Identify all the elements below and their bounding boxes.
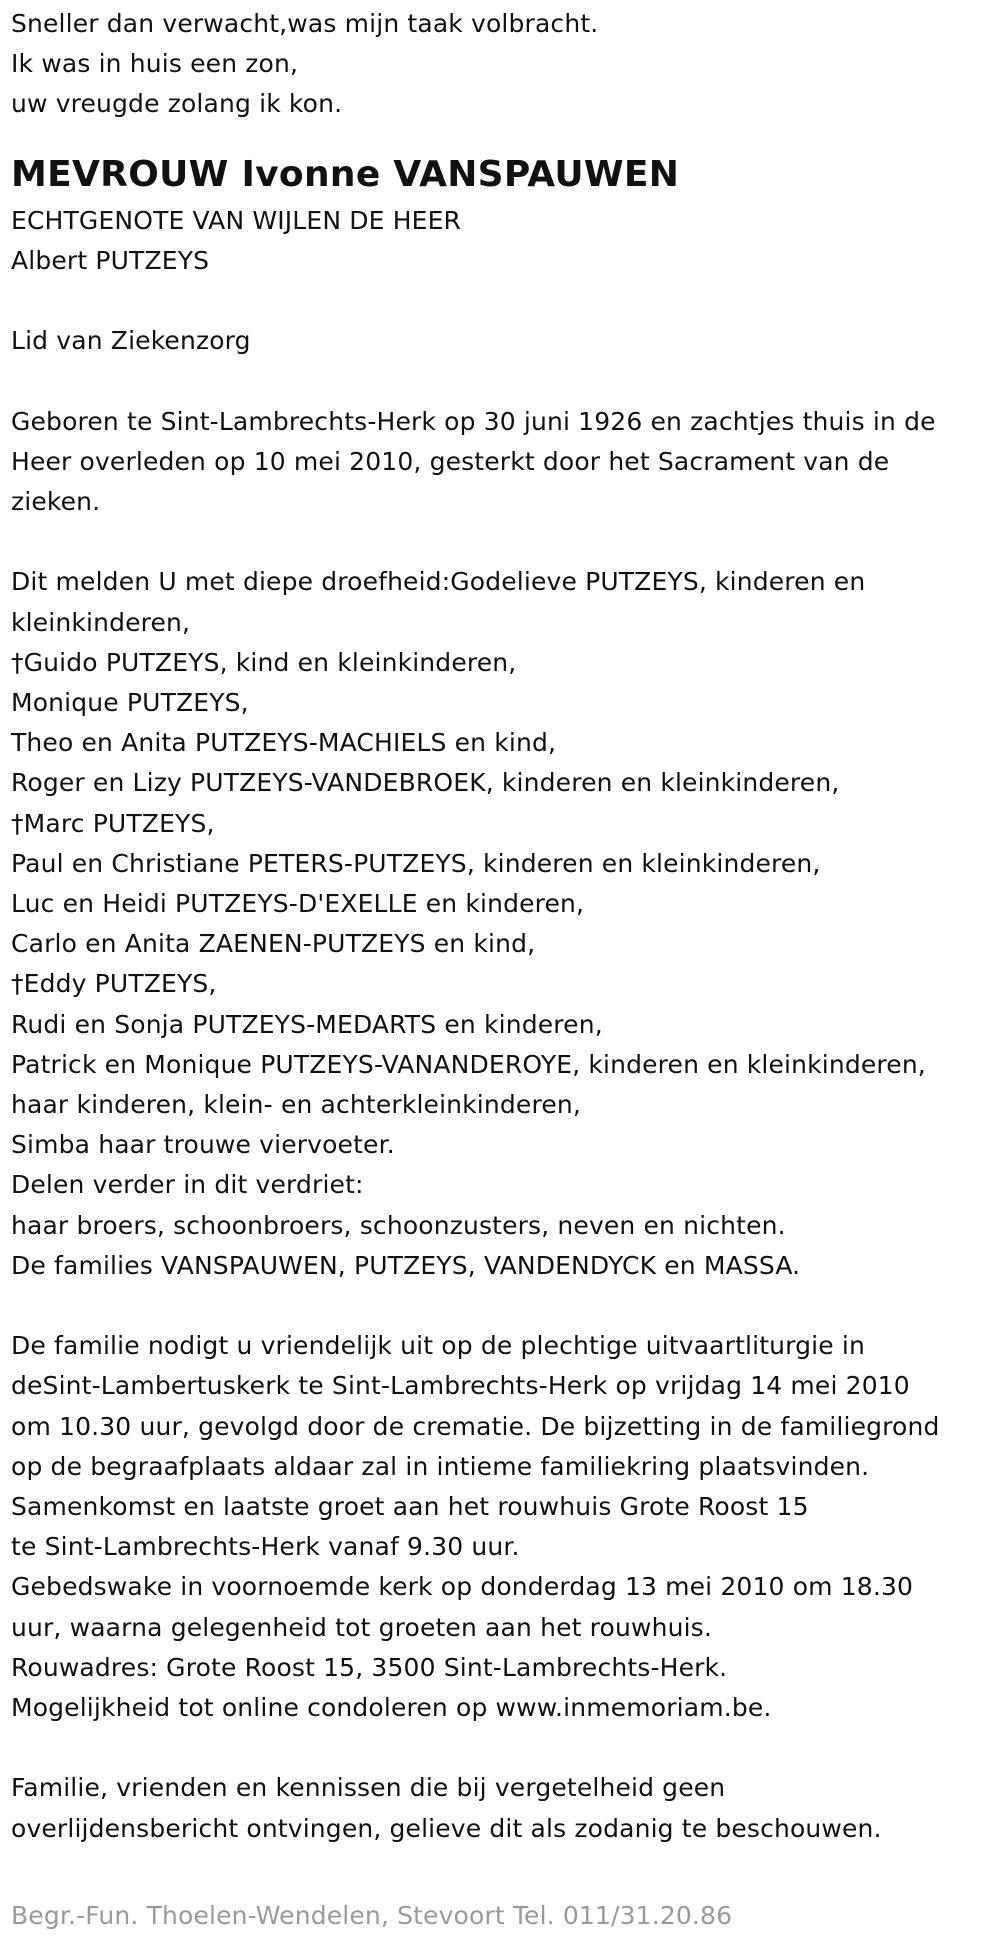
family-line: Simba haar trouwe viervoeter. [11, 1130, 395, 1160]
family-line: Patrick en Monique PUTZEYS-VANANDEROYE, kinderen en kleinkinderen, [11, 1049, 926, 1079]
family-line: Roger en Lizy PUTZEYS-VANDEBROEK, kinderen en kleinkinderen, [11, 768, 840, 798]
family-line: †Eddy PUTZEYS, [11, 969, 217, 999]
ceremony-line: Gebedswake in voornoemde kerk op donderdag 13 mei 2010 om 18.30 [11, 1572, 914, 1602]
poem-line: Ik was in huis een zon, [11, 49, 299, 79]
ceremony-line: te Sint-Lambrechts-Herk vanaf 9.30 uur. [11, 1532, 520, 1562]
funeral-home-footer: Begr.-Fun. Thoelen-Wendelen, Stevoort Tel. 011/31.20.86 [11, 1901, 733, 1930]
ceremony-line: Rouwadres: Grote Roost 15, 3500 Sint-Lambrechts-Herk. [11, 1652, 728, 1682]
birth-death-info [11, 402, 996, 523]
family-line: De families VANSPAUWEN, PUTZEYS, VANDENDYCK en MASSA. [11, 1250, 801, 1280]
notice [11, 1768, 996, 1848]
spouse-line: Albert PUTZEYS [11, 245, 210, 275]
notice-line: overlijdensbericht ontvingen, gelieve dit als zodanig te beschouwen. [11, 1813, 882, 1843]
ceremony-line: uur, waarna gelegenheid tot groeten aan het rouwhuis. [11, 1612, 712, 1642]
death-notice [11, 4, 996, 1849]
family-line: haar kinderen, klein- en achterkleinkinderen, [11, 1090, 581, 1120]
poem-line: Sneller dan verwacht,was mijn taak volbracht. [11, 9, 599, 38]
ceremony-info [11, 1326, 996, 1728]
family-line: †Marc PUTZEYS, [11, 808, 215, 838]
spouse-line: ECHTGENOTE VAN WIJLEN DE HEER [11, 205, 462, 235]
ceremony-line: op de begraafplaats aldaar zal in intieme familiekring plaatsvinden. [11, 1451, 870, 1481]
birth-death-line: Heer overleden op 10 mei 2010, gesterkt door het Sacrament van de [11, 446, 890, 476]
family-line: haar broers, schoonbroers, schoonzusters, neven en nichten. [11, 1210, 786, 1240]
ceremony-line: deSint-Lambertuskerk te Sint-Lambrechts-Herk op vrijdag 14 mei 2010 [11, 1371, 910, 1401]
ceremony-line: Mogelijkheid tot online condoleren op www.inmemoriam.be. [11, 1693, 772, 1723]
birth-death-line: Geboren te Sint-Lambrechts-Herk op 30 juni 1926 en zachtjes thuis in de [11, 406, 936, 436]
poem-line: uw vreugde zolang ik kon. [11, 89, 343, 119]
family-line: Monique PUTZEYS, [11, 688, 249, 717]
spouse-info [11, 201, 996, 281]
family-list [11, 562, 996, 1286]
family-line: Rudi en Sonja PUTZEYS-MEDARTS en kinderen, [11, 1009, 603, 1039]
birth-death-line: zieken. [11, 487, 101, 516]
family-line: Luc en Heidi PUTZEYS-D'EXELLE en kinderen, [11, 889, 585, 919]
ceremony-line: om 10.30 uur, gevolgd door de crematie. De bijzetting in de familiegrond [11, 1411, 940, 1441]
family-line: Carlo en Anita ZAENEN-PUTZEYS en kind, [11, 929, 536, 959]
membership: Lid van Ziekenzorg [11, 326, 251, 356]
family-line: Delen verder in dit verdriet: [11, 1170, 364, 1200]
family-line: kleinkinderen, [11, 607, 191, 637]
deceased-name: MEVROUW Ivonne VANSPAUWEN [11, 153, 680, 195]
ceremony-line: De familie nodigt u vriendelijk uit op de plechtige uitvaartliturgie in [11, 1331, 865, 1361]
family-line: Theo en Anita PUTZEYS-MACHIELS en kind, [11, 728, 557, 758]
ceremony-line: Samenkomst en laatste groet aan het rouwhuis Grote Roost 15 [11, 1492, 809, 1522]
notice-line: Familie, vrienden en kennissen die bij vergetelheid geen [11, 1773, 726, 1803]
family-line: †Guido PUTZEYS, kind en kleinkinderen, [11, 647, 517, 677]
poem [11, 4, 996, 125]
family-line: Dit melden U met diepe droefheid:Godelieve PUTZEYS, kinderen en [11, 567, 866, 597]
family-line: Paul en Christiane PETERS-PUTZEYS, kinderen en kleinkinderen, [11, 848, 821, 878]
